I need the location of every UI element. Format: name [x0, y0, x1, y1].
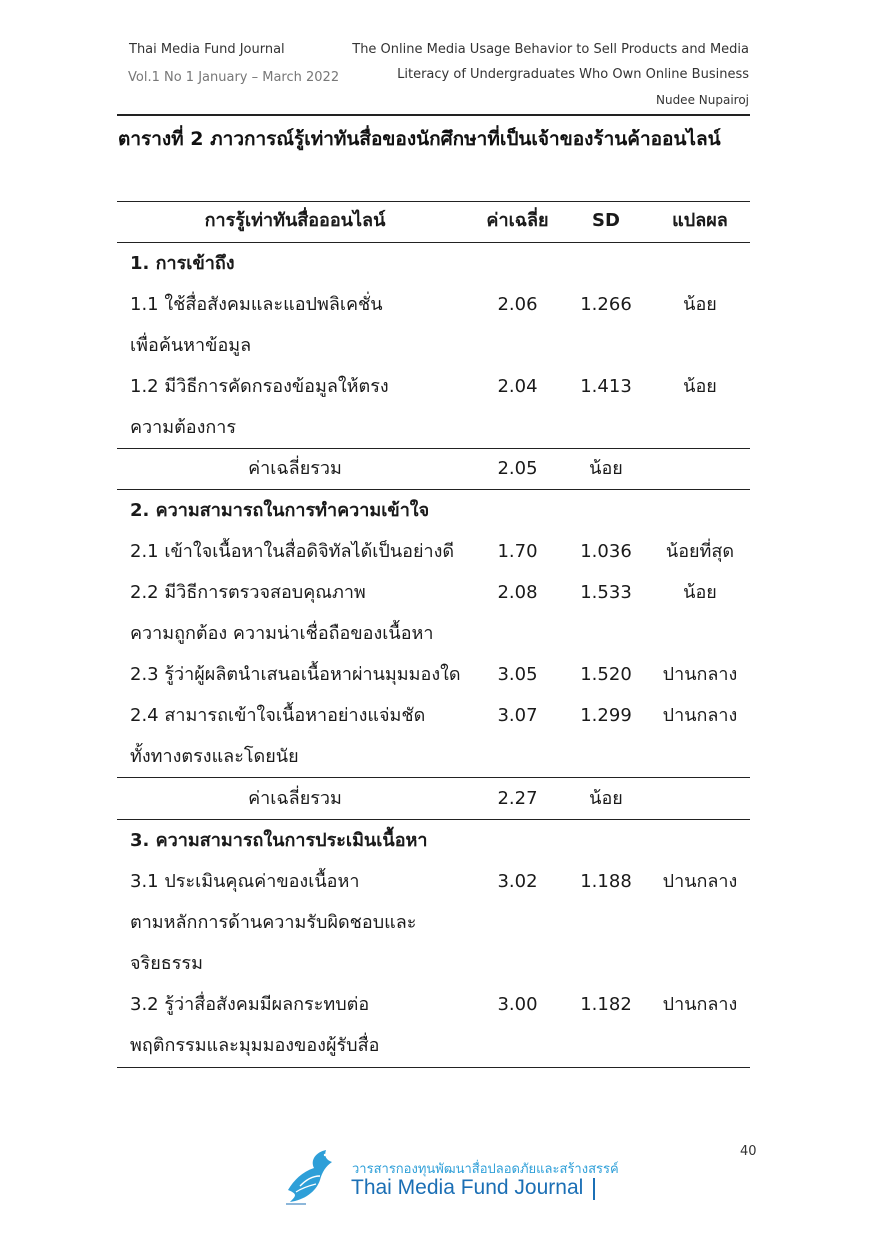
article-title-line1: The Online Media Usage Behavior to Sell Products and Media — [352, 42, 749, 57]
section-title: 1. การเข้าถึง — [130, 253, 235, 274]
row-result: น้อย — [683, 294, 717, 315]
row-result: น้อย — [683, 376, 717, 397]
logo-thai-text: วารสารกองทุนพัฒนาสื่อปลอดภัยและสร้างสรรค์ — [352, 1162, 619, 1177]
summary-mean: 2.27 — [497, 788, 538, 809]
row-mean: 2.06 — [497, 294, 538, 315]
summary-result: น้อย — [589, 458, 623, 479]
row-label-cont: จริยธรรม — [130, 953, 203, 974]
row-sd: 1.266 — [580, 294, 632, 315]
section-title: 2. ความสามารถในการทำความเข้าใจ — [130, 500, 430, 521]
col-header-topic: การรู้เท่าทันสื่อออนไลน์ — [204, 210, 386, 231]
col-header-result: แปลผล — [672, 210, 728, 231]
row-result: น้อยที่สุด — [665, 541, 735, 562]
dove-icon — [280, 1146, 340, 1208]
row-sd: 1.520 — [580, 664, 632, 685]
row-sd: 1.182 — [580, 994, 632, 1015]
row-label: 2.3 รู้ว่าผู้ผลิตนำเสนอเนื้อหาผ่านมุมมองใด — [130, 664, 461, 685]
row-label: 2.4 สามารถเข้าใจเนื้อหาอย่างแจ่มชัด — [130, 705, 426, 726]
table-bottom-rule — [117, 1067, 750, 1068]
row-mean: 3.07 — [497, 705, 538, 726]
row-mean: 2.04 — [497, 376, 538, 397]
row-result: ปานกลาง — [662, 994, 738, 1015]
row-label-cont: ความถูกต้อง ความน่าเชื่อถือของเนื้อหา — [130, 623, 434, 644]
section-title: 3. ความสามารถในการประเมินเนื้อหา — [130, 830, 428, 851]
journal-name: Thai Media Fund Journal — [129, 42, 285, 57]
row-mean: 3.02 — [497, 871, 538, 892]
summary-result: น้อย — [589, 788, 623, 809]
row-result: น้อย — [683, 582, 717, 603]
row-result: ปานกลาง — [662, 664, 738, 685]
row-label: 2.1 เข้าใจเนื้อหาในสื่อดิจิทัลได้เป็นอย่างดี — [130, 541, 455, 562]
row-mean: 1.70 — [497, 541, 538, 562]
row-result: ปานกลาง — [662, 705, 738, 726]
row-label-cont: เพื่อค้นหาข้อมูล — [130, 335, 252, 356]
row-label: 1.2 มีวิธีการคัดกรองข้อมูลให้ตรง — [130, 376, 389, 397]
row-label-cont: ทั้งทางตรงและโดยนัย — [130, 746, 299, 767]
row-sd: 1.188 — [580, 871, 632, 892]
row-sd: 1.036 — [580, 541, 632, 562]
header-rule — [117, 114, 750, 116]
row-mean: 3.05 — [497, 664, 538, 685]
issue-info: Vol.1 No 1 January – March 2022 — [128, 70, 340, 85]
row-label: 3.1 ประเมินคุณค่าของเนื้อหา — [130, 871, 360, 892]
summary-label: ค่าเฉลี่ยรวม — [248, 788, 342, 809]
row-label: 1.1 ใช้สื่อสังคมและแอปพลิเคชั่น — [130, 294, 383, 315]
summary-mean: 2.05 — [497, 458, 538, 479]
table-caption: ตารางที่ 2 ภาวการณ์รู้เท่าทันสื่อของนักศึกษาที่เป็นเจ้าของร้านค้าออนไลน์ — [118, 128, 721, 150]
row-label: 3.2 รู้ว่าสื่อสังคมมีผลกระทบต่อ — [130, 994, 370, 1015]
author: Nudee Nupairoj — [655, 93, 749, 107]
row-sd: 1.413 — [580, 376, 632, 397]
row-label-cont: พฤติกรรมและมุมมองของผู้รับสื่อ — [130, 1035, 380, 1056]
row-mean: 3.00 — [497, 994, 538, 1015]
row-label-cont: ตามหลักการด้านความรับผิดชอบและ — [130, 912, 417, 933]
page-number: 40 — [740, 1144, 757, 1159]
logo-english-text: Thai Media Fund Journal — [351, 1176, 584, 1199]
summary-label: ค่าเฉลี่ยรวม — [248, 458, 342, 479]
col-header-mean: ค่าเฉลี่ย — [486, 210, 549, 231]
row-sd: 1.533 — [580, 582, 632, 603]
row-result: ปานกลาง — [662, 871, 738, 892]
col-header-sd: SD — [592, 210, 620, 231]
article-title-line2: Literacy of Undergraduates Who Own Online Business — [397, 67, 749, 82]
row-label-cont: ความต้องการ — [130, 417, 237, 438]
row-sd: 1.299 — [580, 705, 632, 726]
row-label: 2.2 มีวิธีการตรวจสอบคุณภาพ — [130, 582, 366, 603]
row-mean: 2.08 — [497, 582, 538, 603]
logo-bar — [593, 1178, 595, 1200]
